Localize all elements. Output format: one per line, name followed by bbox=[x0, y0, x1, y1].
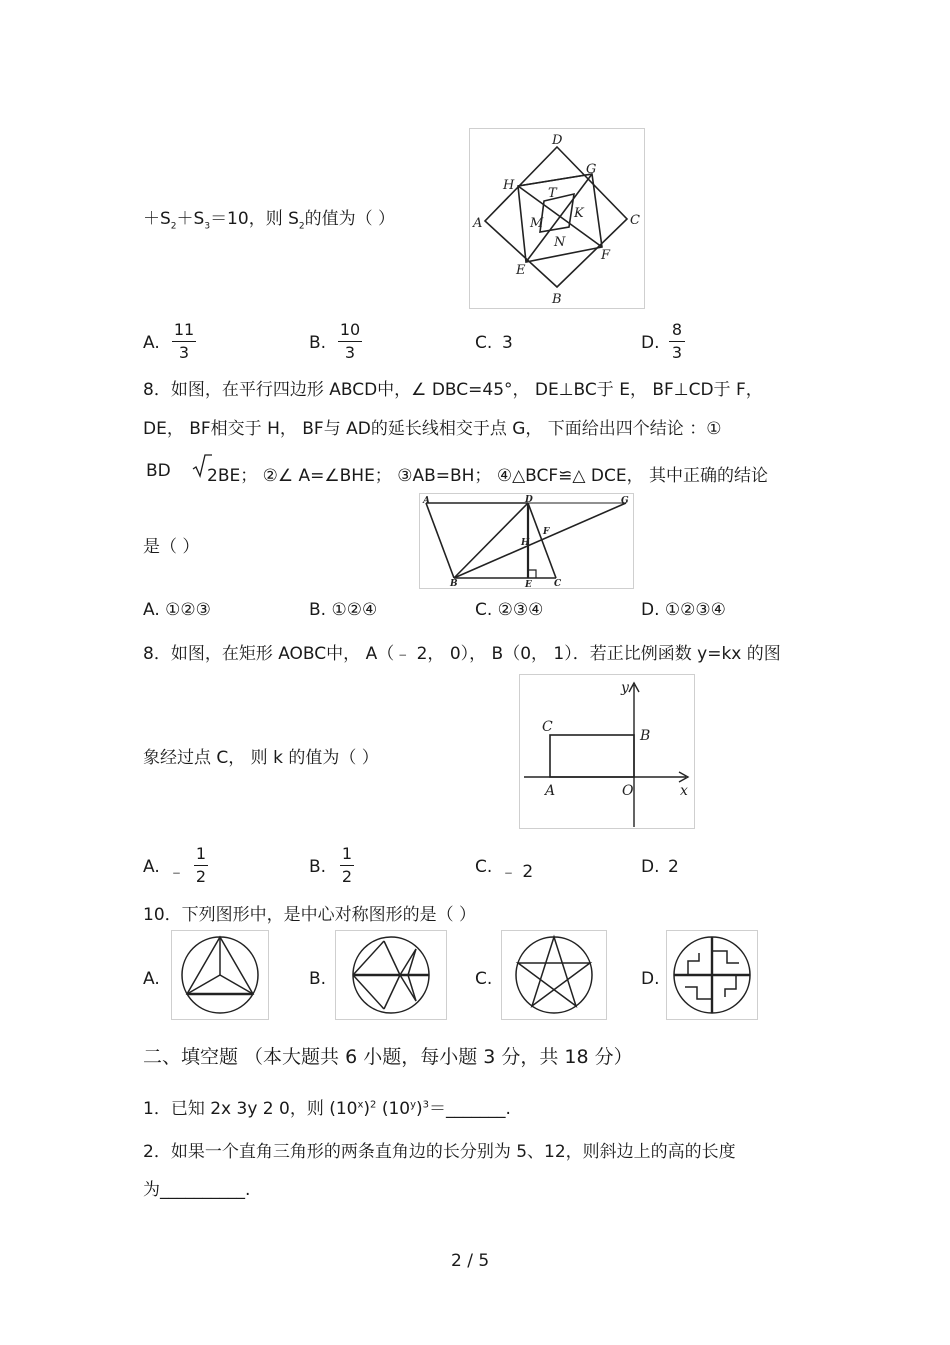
q7-option-a-label: A. bbox=[143, 333, 160, 353]
q9-option-b-fraction bbox=[340, 844, 354, 887]
q9-option-a-label: A. bbox=[143, 857, 160, 877]
fig-label: N bbox=[554, 235, 566, 250]
denominator: 3 bbox=[671, 343, 683, 362]
superscript: x bbox=[357, 1099, 364, 1111]
numerator: 1 bbox=[195, 844, 207, 863]
q9-option-b-label: B. bbox=[309, 857, 327, 877]
fig-label: B bbox=[450, 579, 458, 588]
numerator: 1 bbox=[341, 844, 353, 863]
fraction-bar bbox=[172, 341, 196, 342]
q9-option-d-label: D. bbox=[641, 857, 660, 877]
q8a-option-a: A. ①②③ bbox=[143, 600, 211, 620]
q8a-option-c: C. ②③④ bbox=[475, 600, 544, 620]
fig-label: F bbox=[543, 527, 550, 537]
q8a-line3-bd: BD bbox=[146, 461, 171, 481]
fig-label: E bbox=[525, 580, 532, 588]
fig-label: H bbox=[503, 178, 515, 193]
fig-label: G bbox=[621, 496, 629, 506]
q10-option-b-label: B. bbox=[309, 969, 327, 989]
q10-stem: 10．下列图形中，是中心对称图形的是（ ） bbox=[143, 905, 477, 925]
denominator: 3 bbox=[344, 343, 356, 362]
q9-option-d-value: 2 bbox=[668, 857, 679, 877]
fig-label: y bbox=[621, 680, 629, 696]
subscript: 2 bbox=[170, 221, 177, 232]
q10-option-a-label: A. bbox=[143, 969, 160, 989]
numerator: 10 bbox=[339, 320, 361, 339]
superscript: 2 bbox=[370, 1099, 377, 1111]
q7-option-d-label: D. bbox=[641, 333, 660, 353]
section-title: 二、填空题 （本大题共 6 小题，每小题 3 分，共 18 分） bbox=[143, 1046, 633, 1068]
q7-option-c-value: 3 bbox=[502, 333, 513, 353]
q8a-option-d: D. ①②③④ bbox=[641, 600, 726, 620]
q10-option-a-figure bbox=[171, 930, 269, 1020]
q7-option-d-fraction bbox=[669, 320, 685, 363]
fig-label: O bbox=[622, 783, 634, 799]
denominator: 2 bbox=[195, 867, 207, 886]
denominator: 2 bbox=[341, 867, 353, 886]
fig-label: F bbox=[601, 248, 611, 263]
q8a-option-b: B. ①②④ bbox=[309, 600, 378, 620]
fig-label: C bbox=[630, 213, 640, 228]
q7-option-b-fraction bbox=[338, 320, 362, 363]
subscript: 2 bbox=[298, 221, 305, 232]
q7-figure bbox=[469, 128, 645, 309]
q9-figure bbox=[519, 674, 695, 829]
fig-label: A bbox=[473, 216, 483, 231]
fill1-part: 1．已知 2x 3y 2 0，则 (10 bbox=[143, 1099, 358, 1119]
fig-label: D bbox=[525, 495, 533, 505]
fig-label: D bbox=[552, 133, 563, 148]
fill1-part: ) bbox=[416, 1099, 423, 1119]
q7-option-b-label: B. bbox=[309, 333, 327, 353]
numerator: 8 bbox=[671, 320, 683, 339]
q8a-figure bbox=[419, 493, 634, 589]
q10-option-d-label: D. bbox=[641, 969, 660, 989]
fig-label: x bbox=[680, 783, 688, 799]
q7-stem-part: ＋S bbox=[143, 209, 171, 229]
q9-option-c-value: ﹣ 2 bbox=[500, 862, 534, 882]
q10-option-c-label: C. bbox=[475, 969, 493, 989]
fill1-part: ) bbox=[363, 1099, 371, 1119]
q9-option-a-sign: ﹣ bbox=[168, 862, 185, 882]
fig-label: E bbox=[516, 263, 526, 278]
q9-option-c-label: C. bbox=[475, 857, 493, 877]
fill1-part: (10 bbox=[376, 1099, 411, 1119]
q10-option-c-figure bbox=[501, 930, 607, 1020]
fig-label: B bbox=[640, 728, 651, 744]
subscript: 3 bbox=[204, 221, 211, 232]
q7-stem-part: ＝10，则 S bbox=[210, 209, 299, 229]
q7-option-c-label: C. bbox=[475, 333, 493, 353]
q7-stem bbox=[143, 204, 395, 231]
fill1-part: ＝_______. bbox=[429, 1099, 511, 1119]
fig-label: A bbox=[423, 496, 430, 506]
fig-label: H bbox=[521, 538, 530, 548]
q8a-line4: 是（ ） bbox=[143, 537, 200, 557]
fraction-bar bbox=[338, 341, 362, 342]
fig-label: A bbox=[545, 783, 556, 799]
fill2-line1: 2．如果一个直角三角形的两条直角边的长分别为 5、12，则斜边上的高的长度 bbox=[143, 1142, 736, 1162]
fill2-line2: 为__________. bbox=[143, 1180, 251, 1200]
q7-stem-part: ＋S bbox=[176, 209, 205, 229]
q7-stem-part: 的值为（ ） bbox=[304, 209, 396, 229]
q9-line2: 象经过点 C， 则 k 的值为（ ） bbox=[143, 748, 379, 768]
q8a-line3: 2BE； ②∠ A=∠BHE； ③AB=BH； ④△BCF≌△ DCE， 其中正确的结论 bbox=[207, 466, 768, 486]
page-number: 2 / 5 bbox=[451, 1251, 490, 1271]
fig-label: B bbox=[552, 292, 562, 307]
fig-label: K bbox=[574, 206, 584, 221]
q7-option-a-fraction bbox=[172, 320, 196, 363]
q9-line1: 8．如图，在矩形 AOBC中， A（﹣ 2， 0）， B（0， 1）．若正比例函数 y=kx 的图 bbox=[143, 644, 781, 664]
q8a-line2: DE， BF相交于 H， BF与 AD的延长线相交于点 G， 下面给出四个结论 ：① bbox=[143, 419, 722, 439]
fig-label: C bbox=[554, 579, 562, 588]
fig-label: T bbox=[548, 186, 557, 201]
denominator: 3 bbox=[178, 343, 190, 362]
fig-label: M bbox=[530, 216, 544, 231]
numerator: 11 bbox=[173, 320, 195, 339]
fraction-bar bbox=[669, 341, 685, 342]
q10-option-b-figure bbox=[335, 930, 447, 1020]
q8a-line1: 8．如图，在平行四边形 ABCD中，∠ DBC=45°， DE⊥BC于 E， BF⊥CD于 F， bbox=[143, 380, 763, 400]
fraction-bar bbox=[194, 865, 208, 866]
q9-option-a-fraction bbox=[194, 844, 208, 887]
fraction-bar bbox=[340, 865, 354, 866]
fig-label: G bbox=[586, 162, 597, 177]
fig-label: C bbox=[542, 719, 553, 735]
q10-option-d-figure bbox=[666, 930, 758, 1020]
fill1 bbox=[143, 1094, 511, 1119]
superscript: y bbox=[410, 1099, 417, 1111]
superscript: 3 bbox=[422, 1099, 430, 1111]
